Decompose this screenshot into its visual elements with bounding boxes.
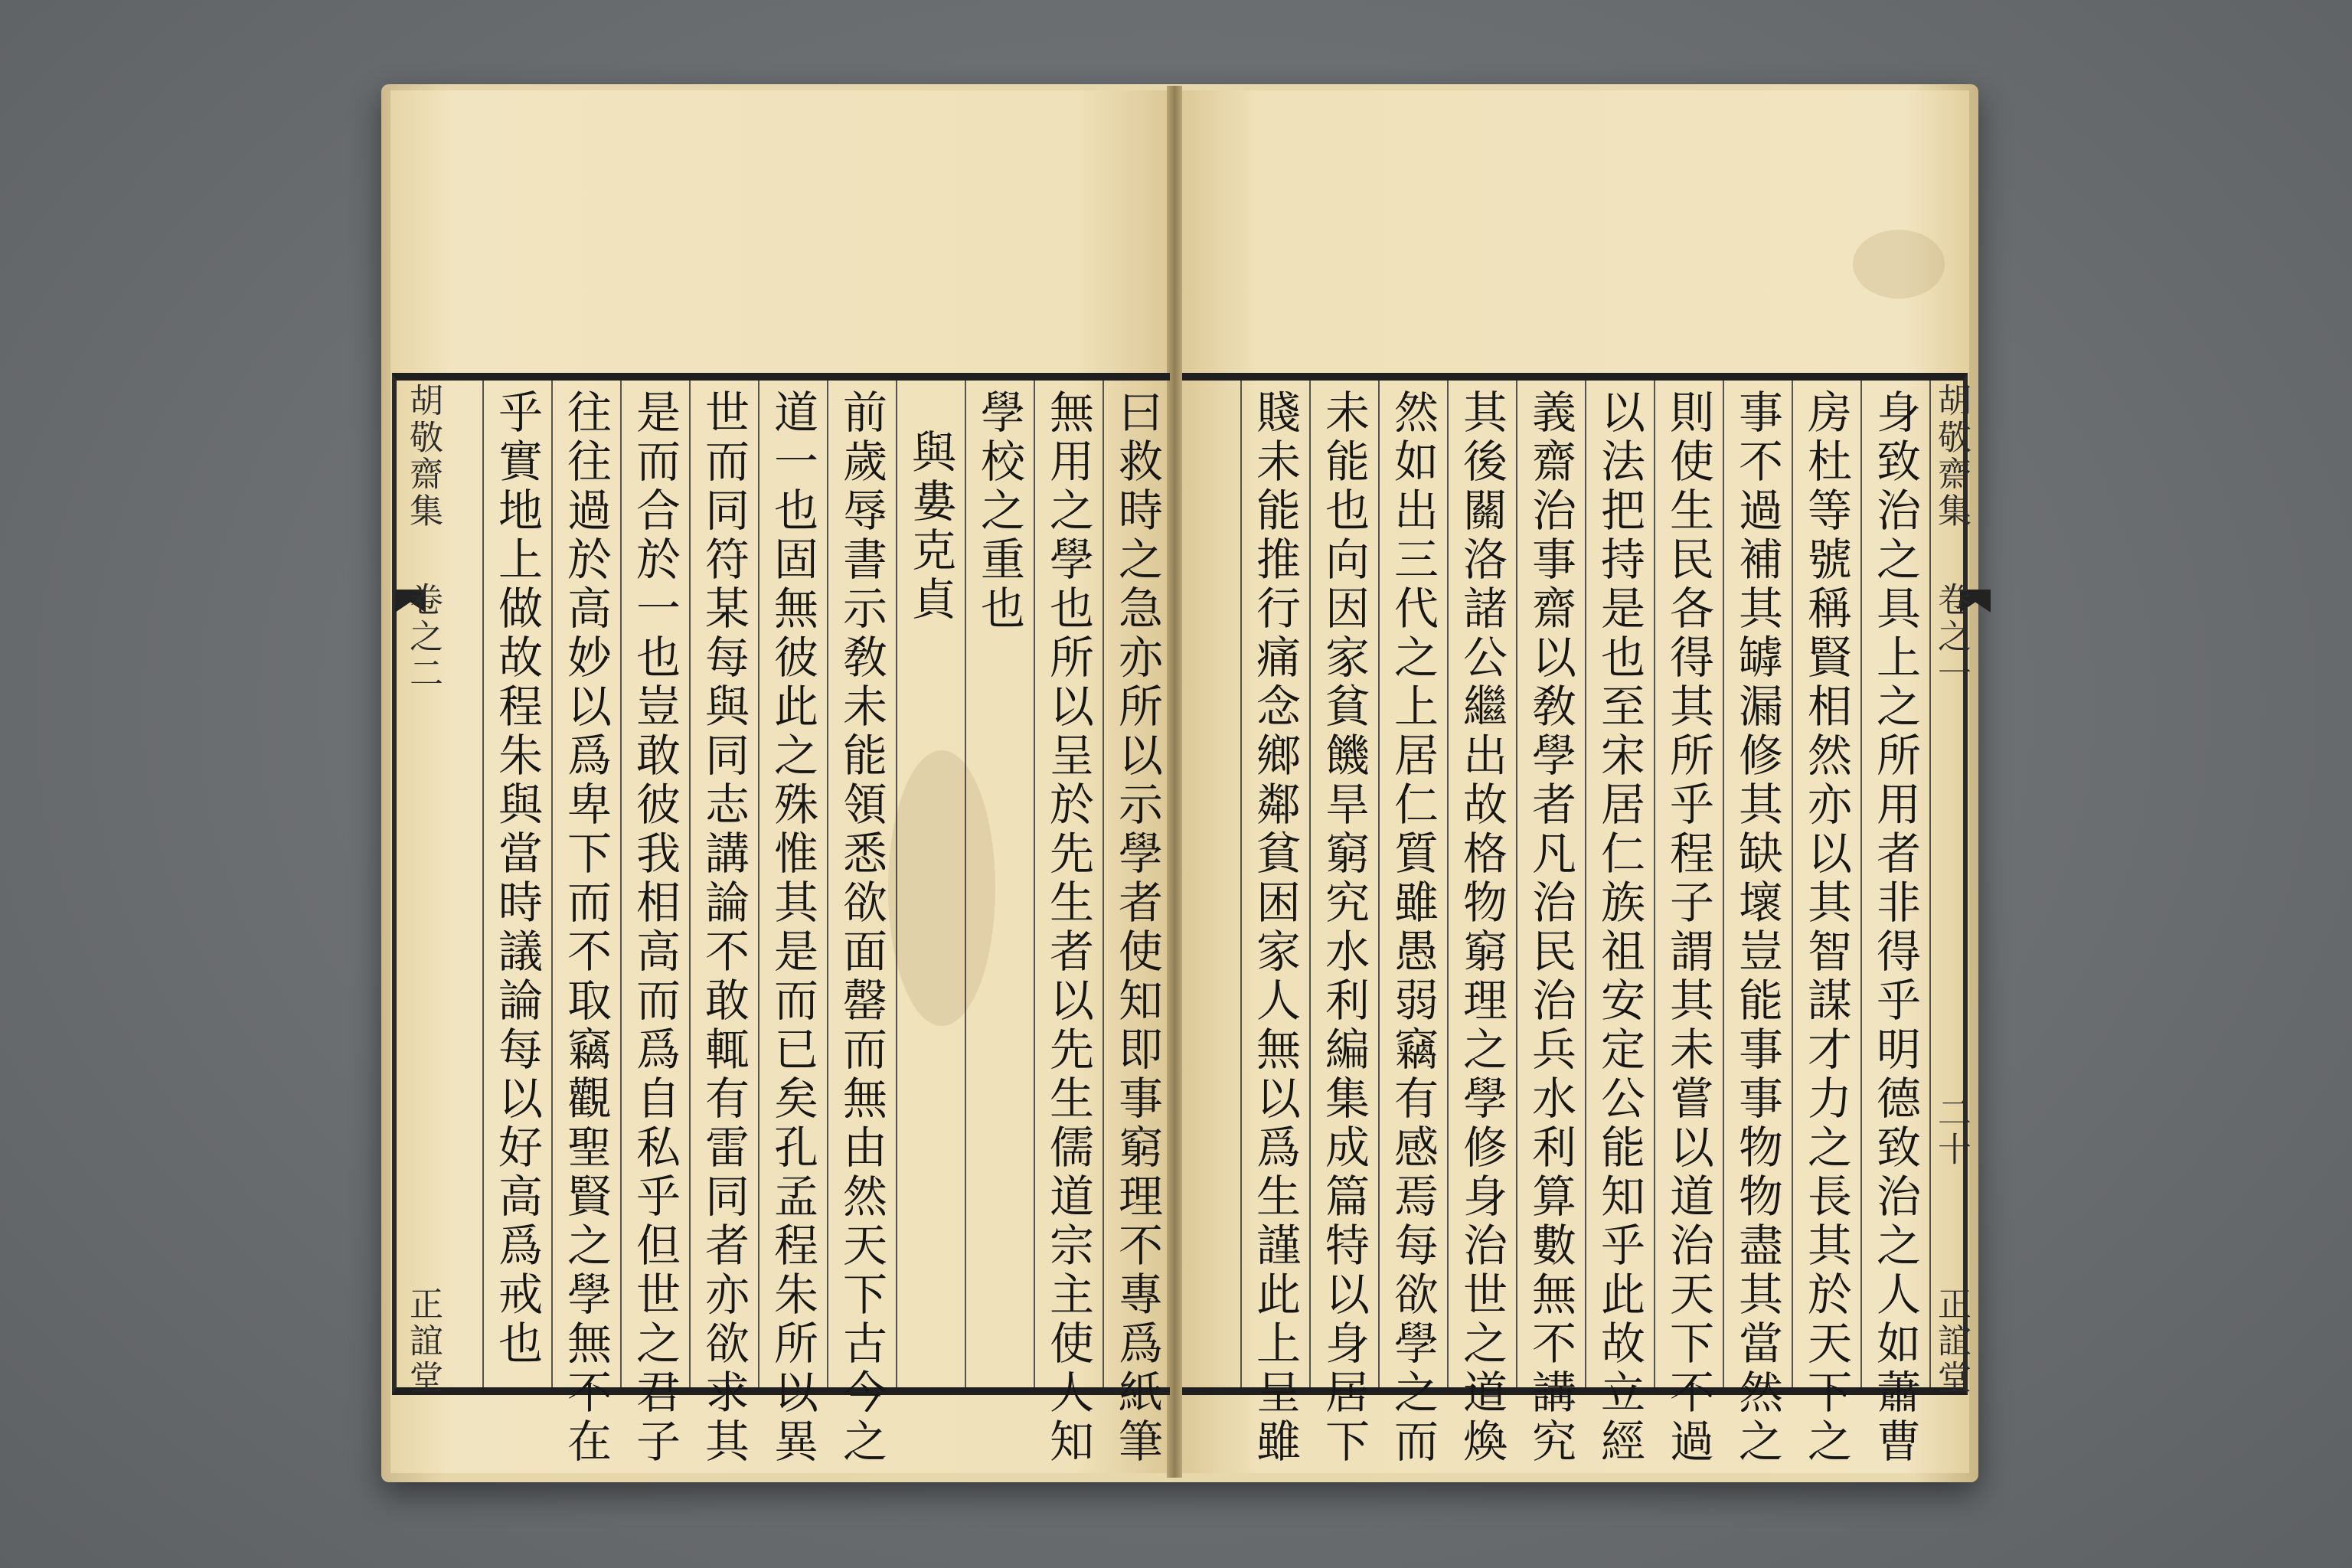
text-column: 學校之重也	[973, 389, 1025, 634]
text-column: 往往過於高妙以爲卑下而不取竊觀聖賢之學無不在	[560, 389, 612, 1467]
text-column: 是而合於一也豈敢彼我相高而爲自私乎但世之君子	[629, 389, 681, 1467]
right-margin-publisher: 正誼堂	[1932, 1286, 1971, 1396]
text-column: 曰救時之急亦所以示學者使知即事窮理不專爲紙筆	[1111, 389, 1163, 1467]
column-rule	[1723, 381, 1724, 1387]
text-column: 房杜等號稱賢相然亦以其智謀才力之長其於天下之	[1800, 389, 1852, 1467]
text-column: 乎實地上做故程朱與當時議論每以好高爲戒也	[491, 389, 543, 1369]
column-rule	[551, 381, 553, 1387]
text-column: 事不過補其罅漏修其缺壞豈能事事物物盡其當然之	[1731, 389, 1783, 1467]
text-column: 其後關洛諸公繼出故格物窮理之學修身治世之道煥	[1455, 389, 1508, 1467]
column-rule	[689, 381, 691, 1387]
column-rule	[1516, 381, 1517, 1387]
text-column: 無用之學也所以呈於先生者以先生儒道宗主使人知	[1042, 389, 1094, 1467]
column-rule	[1309, 381, 1311, 1387]
text-column: 身致治之具上之所用者非得乎明德致治之人如蕭曹	[1869, 389, 1921, 1467]
column-rule	[1378, 381, 1380, 1387]
letter-heading: 與婁克貞	[904, 429, 956, 625]
column-rule	[1585, 381, 1586, 1387]
text-column: 世而同符某每與同志講論不敢輒有雷同者亦欲求其	[697, 389, 750, 1467]
column-rule	[1102, 381, 1104, 1387]
right-margin-page-number: 二十	[1932, 1095, 1971, 1168]
text-column: 前歲辱書示敎未能領悉欲面罄而無由然天下古今之	[835, 389, 887, 1467]
text-column: 賤未能推行痛念鄉鄰貧困家人無以爲生謹此上呈雖	[1249, 389, 1301, 1467]
text-column: 則使生民各得其所乎程子謂其未嘗以道治天下不過	[1662, 389, 1714, 1467]
column-rule	[1654, 381, 1655, 1387]
column-rule	[1792, 381, 1793, 1387]
left-margin-title: 胡敬齋集	[403, 383, 443, 530]
right-margin-title: 胡敬齋集	[1932, 383, 1971, 530]
column-rule	[827, 381, 828, 1387]
text-column: 以法把持是也至宋居仁族祖安定公能知乎此故立經	[1593, 389, 1645, 1467]
column-rule	[482, 381, 484, 1387]
column-rule	[758, 381, 760, 1387]
right-margin-juan: 卷之一	[1932, 582, 1971, 692]
age-stain	[1853, 230, 1945, 299]
text-column: 義齋治事齋以敎學者凡治民治兵水利算數無不講究	[1524, 389, 1576, 1467]
column-rule	[1034, 381, 1035, 1387]
column-rule	[1447, 381, 1449, 1387]
left-margin-publisher: 正誼堂	[403, 1286, 443, 1396]
column-rule	[1929, 381, 1931, 1387]
column-rule	[1860, 381, 1862, 1387]
column-rule	[965, 381, 966, 1387]
text-column: 然如出三代之上居仁質雖愚弱竊有感焉每欲學之而	[1387, 389, 1439, 1467]
text-column: 道一也固無彼此之殊惟其是而已矣孔孟程朱所以異	[766, 389, 818, 1467]
left-margin-juan: 卷之二	[403, 582, 443, 692]
column-rule	[896, 381, 897, 1387]
column-rule	[620, 381, 622, 1387]
text-column: 未能也向因家貧饑旱窮究水利編集成篇特以身居下	[1318, 389, 1370, 1467]
column-rule	[1240, 381, 1242, 1387]
